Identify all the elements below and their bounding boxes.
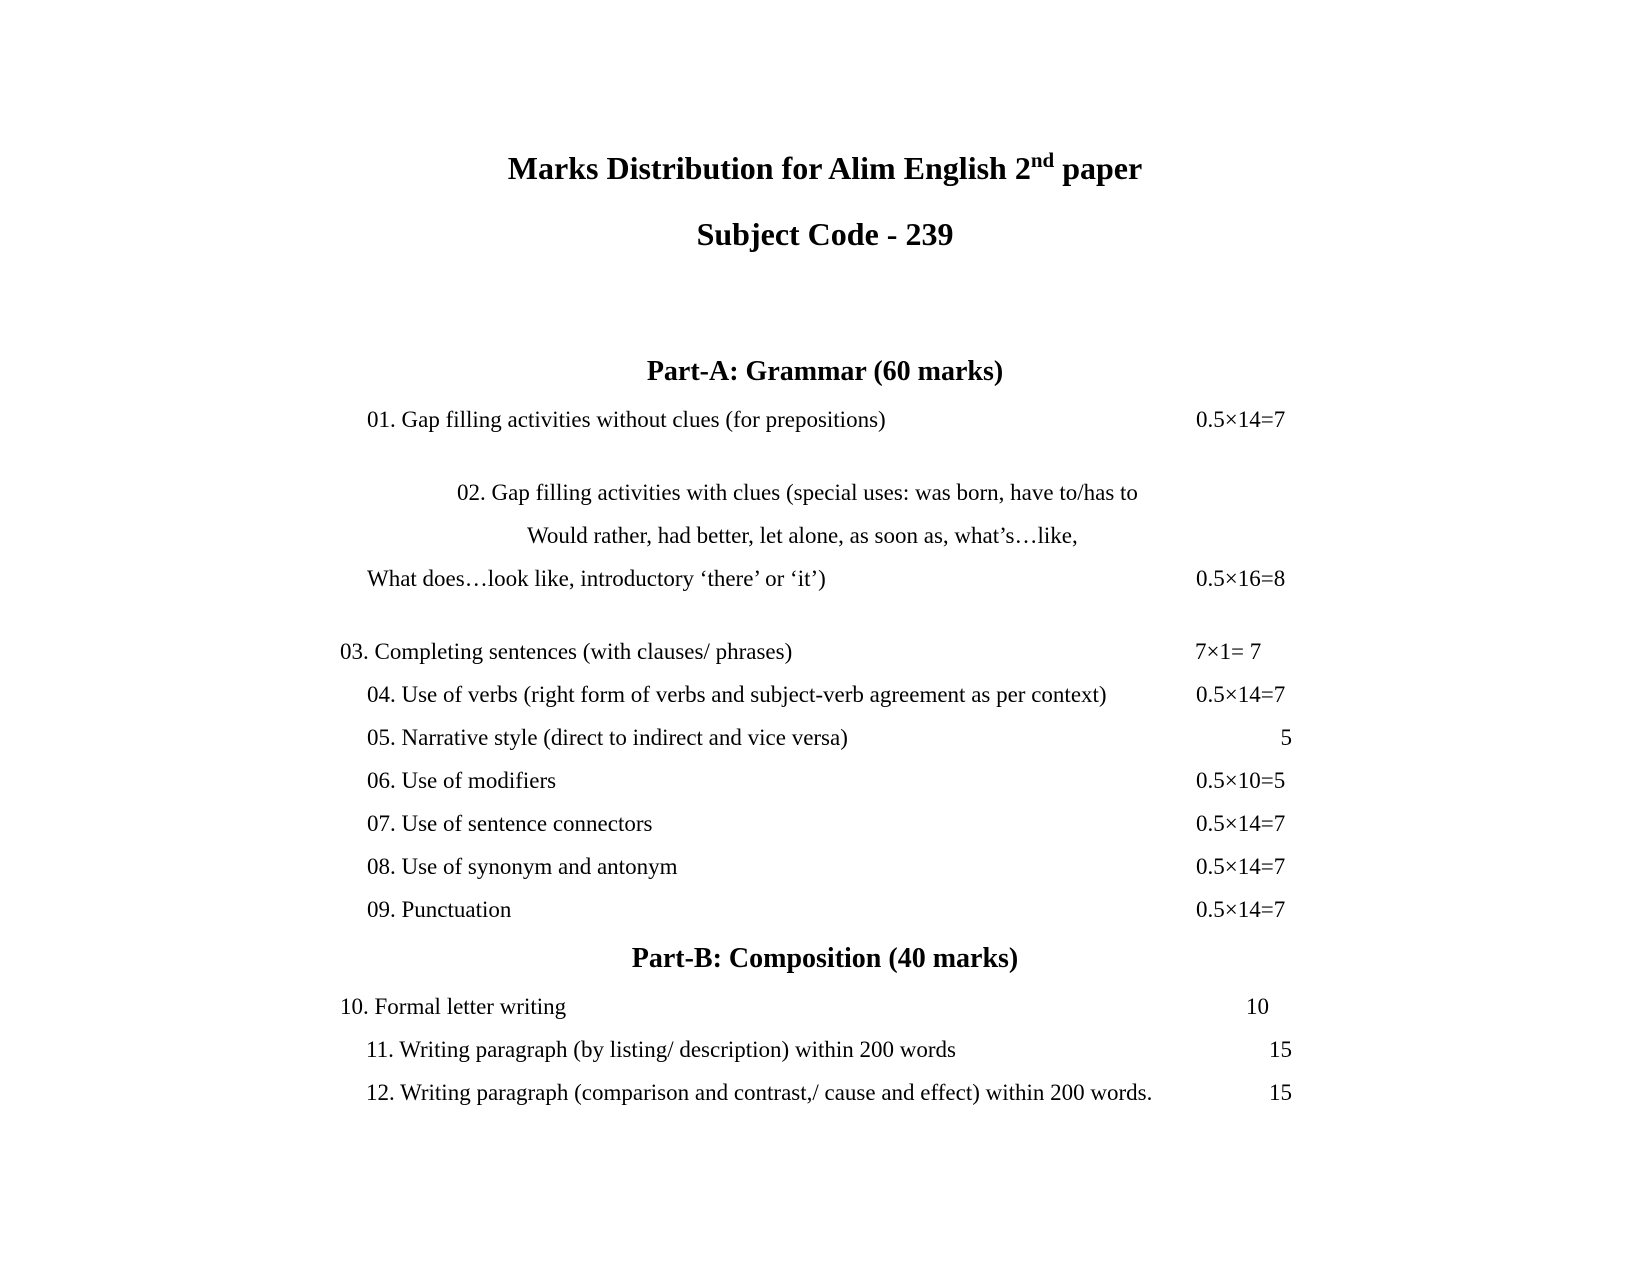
- item-09-text: 09. Punctuation: [367, 897, 512, 922]
- item-03-marks: 7×1= 7: [1195, 639, 1262, 664]
- item-04-marks: 0.5×14=7: [1196, 682, 1286, 707]
- page-title: [0, 148, 1650, 188]
- item-07-text: 07. Use of sentence connectors: [367, 811, 653, 836]
- title-text-suffix: paper: [1054, 150, 1143, 186]
- item-10-marks: 10: [1246, 994, 1269, 1019]
- item-01-marks: 0.5×14=7: [1196, 407, 1286, 432]
- item-08-text: 08. Use of synonym and antonym: [367, 854, 678, 879]
- item-05-marks: 5: [1280, 725, 1292, 750]
- part-a-heading: Part-A: Grammar (60 marks): [646, 356, 1004, 387]
- item-09-marks: 0.5×14=7: [1196, 897, 1286, 922]
- item-02-marks: 0.5×16=8: [1196, 566, 1286, 591]
- item-05-text: 05. Narrative style (direct to indirect and vice versa): [367, 725, 848, 750]
- part-b-heading: Part-B: Composition (40 marks): [631, 943, 1019, 974]
- item-06-text: 06. Use of modifiers: [367, 768, 557, 793]
- item-02-text-line1: 02. Gap filling activities with clues (special uses: was born, have to/has to: [457, 480, 1138, 505]
- title-superscript: nd: [1030, 148, 1055, 172]
- item-12-marks: 15: [1269, 1080, 1292, 1105]
- item-11-text: 11. Writing paragraph (by listing/ description) within 200 words: [366, 1037, 956, 1062]
- item-01-text: 01. Gap filling activities without clues (for prepositions): [367, 407, 886, 432]
- item-10-text: 10. Formal letter writing: [340, 994, 567, 1019]
- item-02-text-line3: What does…look like, introductory ‘there’ or ‘it’): [367, 566, 826, 591]
- item-03-text: 03. Completing sentences (with clauses/ phrases): [340, 639, 793, 664]
- item-06-marks: 0.5×10=5: [1196, 768, 1286, 793]
- title-text: Marks Distribution for Alim English 2: [507, 150, 1031, 186]
- item-07-marks: 0.5×14=7: [1196, 811, 1286, 836]
- item-11-marks: 15: [1269, 1037, 1292, 1062]
- item-08-marks: 0.5×14=7: [1196, 854, 1286, 879]
- item-04-text: 04. Use of verbs (right form of verbs and subject-verb agreement as per context): [367, 682, 1107, 707]
- subject-code: Subject Code - 239: [696, 216, 954, 252]
- item-12-text: 12. Writing paragraph (comparison and contrast,/ cause and effect) within 200 words.: [366, 1080, 1153, 1105]
- item-02-text-line2: Would rather, had better, let alone, as soon as, what’s…like,: [527, 523, 1078, 548]
